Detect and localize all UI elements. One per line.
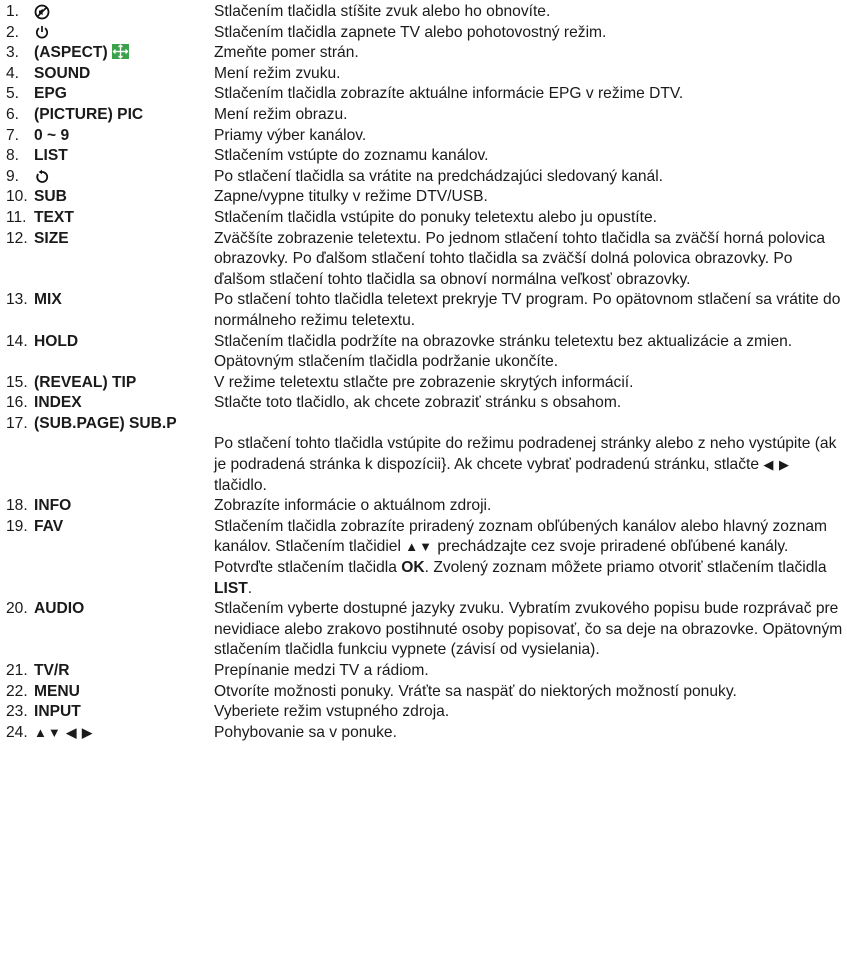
item-number: 19.	[6, 517, 28, 535]
up-down-arrows-icon: ▲▼	[405, 539, 433, 555]
key-name: (ASPECT)	[34, 44, 108, 62]
item-number: 12.	[6, 229, 28, 247]
list-item	[6, 661, 847, 682]
list-item	[6, 332, 847, 373]
list-item	[6, 126, 847, 147]
key-label: SIZE	[34, 229, 69, 247]
list-item	[6, 414, 847, 435]
list-item	[6, 373, 847, 394]
key-label: FAV	[34, 517, 64, 535]
item-number: 11.	[6, 208, 27, 226]
list-item	[6, 496, 847, 517]
list-item	[6, 2, 847, 23]
key-label: EPG	[34, 85, 67, 103]
item-number: 22.	[6, 682, 28, 700]
key-label: TEXT	[34, 208, 74, 226]
item-number: 13.	[6, 291, 28, 309]
key-label: LIST	[34, 147, 68, 165]
key-description: Stlačením tlačidla zapnete TV alebo pohotovostný režim.	[214, 23, 607, 41]
ok-key-label: OK	[401, 559, 425, 577]
item-number: 21.	[6, 662, 28, 679]
key-label: (REVEAL) TIP	[34, 373, 137, 391]
recall-icon	[34, 169, 50, 185]
key-description: Zmeňte pomer strán.	[214, 44, 359, 62]
description-text: .	[247, 579, 253, 597]
item-number: 16.	[6, 394, 28, 412]
key-description: Po stlačení tohto tlačidla teletext prekryje TV program. Po opätovnom stlačení sa vrátite do normálneho režimu teletextu.	[214, 291, 841, 329]
list-item	[6, 290, 847, 331]
list-item	[6, 517, 847, 599]
key-description	[214, 517, 844, 599]
list-item	[6, 702, 847, 723]
item-number: 10.	[6, 188, 28, 206]
item-number: 7.	[6, 126, 20, 144]
item-number: 6.	[6, 105, 20, 123]
key-label	[34, 43, 214, 64]
key-description: Vyberiete režim vstupného zdroja.	[214, 703, 450, 721]
key-description: Stlačením tlačidla stíšite zvuk alebo ho obnovíte.	[214, 3, 551, 20]
key-description: Zapne/vypne titulky v režime DTV/USB.	[214, 188, 488, 206]
left-right-arrows-icon: ◀ ▶	[763, 457, 790, 473]
key-label: (SUB.PAGE) SUB.P	[34, 414, 177, 432]
list-item	[6, 105, 847, 126]
item-number: 17.	[6, 414, 28, 432]
description-text: Stlačením tlačidla zobrazíte priradený zoznam obľúbených kanálov alebo hlavný zoznam kanálov. Stlačením tlačidiel	[214, 517, 828, 556]
item-number: 23.	[6, 703, 28, 721]
description-text: prechádzajte cez svoje priradené obľúbené kanály. Potvrďte stlačením tlačidla	[214, 538, 789, 577]
item-number: 18.	[6, 497, 28, 515]
item-number: 8.	[6, 147, 20, 165]
key-description: Stlačením vyberte dostupné jazyky zvuku. Vybratím zvukového popisu bude rozprávač pre nevidiace alebo zrakovo postihnuté osoby popisovať, čo sa deje na obrazovke. Opätovným stlačením tlačidla funkciu vypnete (závisí od vysielania).	[214, 600, 843, 659]
item-number: 9.	[6, 167, 20, 185]
key-description: V režime teletextu stlačte pre zobrazenie skrytých informácií.	[214, 373, 634, 391]
arrow-keys-icon: ▲▼ ◀ ▶	[34, 724, 93, 740]
description-text: . Zvolený zoznam môžete priamo otvoriť stlačením tlačidla	[424, 559, 827, 577]
description-tail: tlačidlo.	[214, 476, 267, 494]
item-number: 24.	[6, 723, 28, 741]
list-item	[6, 393, 847, 414]
aspect-icon	[112, 44, 129, 59]
list-item	[6, 723, 847, 744]
key-label: TV/R	[34, 662, 70, 679]
description-text: Po stlačení tohto tlačidla vstúpite do režimu podradenej stránky alebo z neho vystúpite (ak je podradená stránka k dispozícii}. Ak chcete vybrať podradenú stránku, stlačte	[214, 435, 837, 474]
list-item	[6, 187, 847, 208]
key-label: INFO	[34, 497, 72, 515]
list-item	[6, 64, 847, 85]
list-item	[6, 167, 847, 188]
key-description: Priamy výber kanálov.	[214, 126, 367, 144]
key-description: Otvoríte možnosti ponuky. Vráťte sa naspäť do niektorých možností ponuky.	[214, 682, 737, 700]
key-label: SUB	[34, 188, 67, 206]
key-label: MENU	[34, 682, 80, 700]
list-item	[6, 146, 847, 167]
item-number: 2.	[6, 23, 20, 41]
list-item	[6, 599, 847, 661]
key-label: INPUT	[34, 703, 81, 721]
power-icon	[34, 24, 50, 40]
item-number: 14.	[6, 332, 28, 350]
list-key-label: LIST	[214, 579, 248, 597]
list-item	[6, 23, 847, 44]
key-description: Pohybovanie sa v ponuke.	[214, 723, 397, 741]
item-number: 20.	[6, 600, 28, 618]
key-label: (PICTURE) PIC	[34, 105, 144, 123]
key-description: Stlačením vstúpte do zoznamu kanálov.	[214, 147, 489, 165]
key-description: Mení režim obrazu.	[214, 105, 348, 123]
item-number: 15.	[6, 373, 28, 391]
key-label	[34, 2, 214, 23]
key-label	[34, 23, 214, 44]
key-label: HOLD	[34, 332, 79, 350]
item-number: 5.	[6, 85, 20, 103]
item-number: 3.	[6, 44, 20, 62]
key-description: Zobrazíte informácie o aktuálnom zdroji.	[214, 497, 492, 515]
list-item	[6, 208, 847, 229]
item-number: 4.	[6, 64, 20, 82]
key-description: Stlačením tlačidla podržíte na obrazovke stránku teletextu bez aktualizácie a zmien. Opätovným stlačením tlačidla podržanie ukončíte.	[214, 332, 793, 371]
key-description: Mení režim zvuku.	[214, 64, 341, 82]
key-description: Zväčšíte zobrazenie teletextu. Po jednom stlačení tohto tlačidla sa zväčší horná polovica obrazovky. Po ďalšom stlačení tohto tlačidla sa zväčší dolná polovica obrazovky. Po ďalšom stlačení tohto tlačidla sa obnoví normálna veľkosť obrazovky.	[214, 229, 826, 288]
key-label: AUDIO	[34, 600, 85, 618]
key-label: SOUND	[34, 64, 91, 82]
list-item	[6, 229, 847, 291]
list-item	[6, 84, 847, 105]
key-description: Prepínanie medzi TV a rádiom.	[214, 662, 429, 679]
key-label	[34, 167, 214, 188]
list-item	[6, 43, 847, 64]
key-label: 0 ~ 9	[34, 126, 70, 144]
key-description: Stlačením tlačidla zobrazíte aktuálne informácie EPG v režime DTV.	[214, 85, 684, 103]
item-number: 1.	[6, 3, 20, 20]
key-description: Po stlačení tlačidla sa vrátite na predchádzajúci sledovaný kanál.	[214, 167, 664, 185]
mute-icon	[34, 4, 50, 20]
key-label: MIX	[34, 291, 62, 309]
list-item	[6, 682, 847, 703]
key-label: INDEX	[34, 394, 82, 412]
key-description	[6, 434, 844, 496]
key-description: Stlačením tlačidla vstúpite do ponuky teletextu alebo ju opustíte.	[214, 208, 657, 226]
key-description: Stlačte toto tlačidlo, ak chcete zobraziť stránku s obsahom.	[214, 394, 622, 412]
